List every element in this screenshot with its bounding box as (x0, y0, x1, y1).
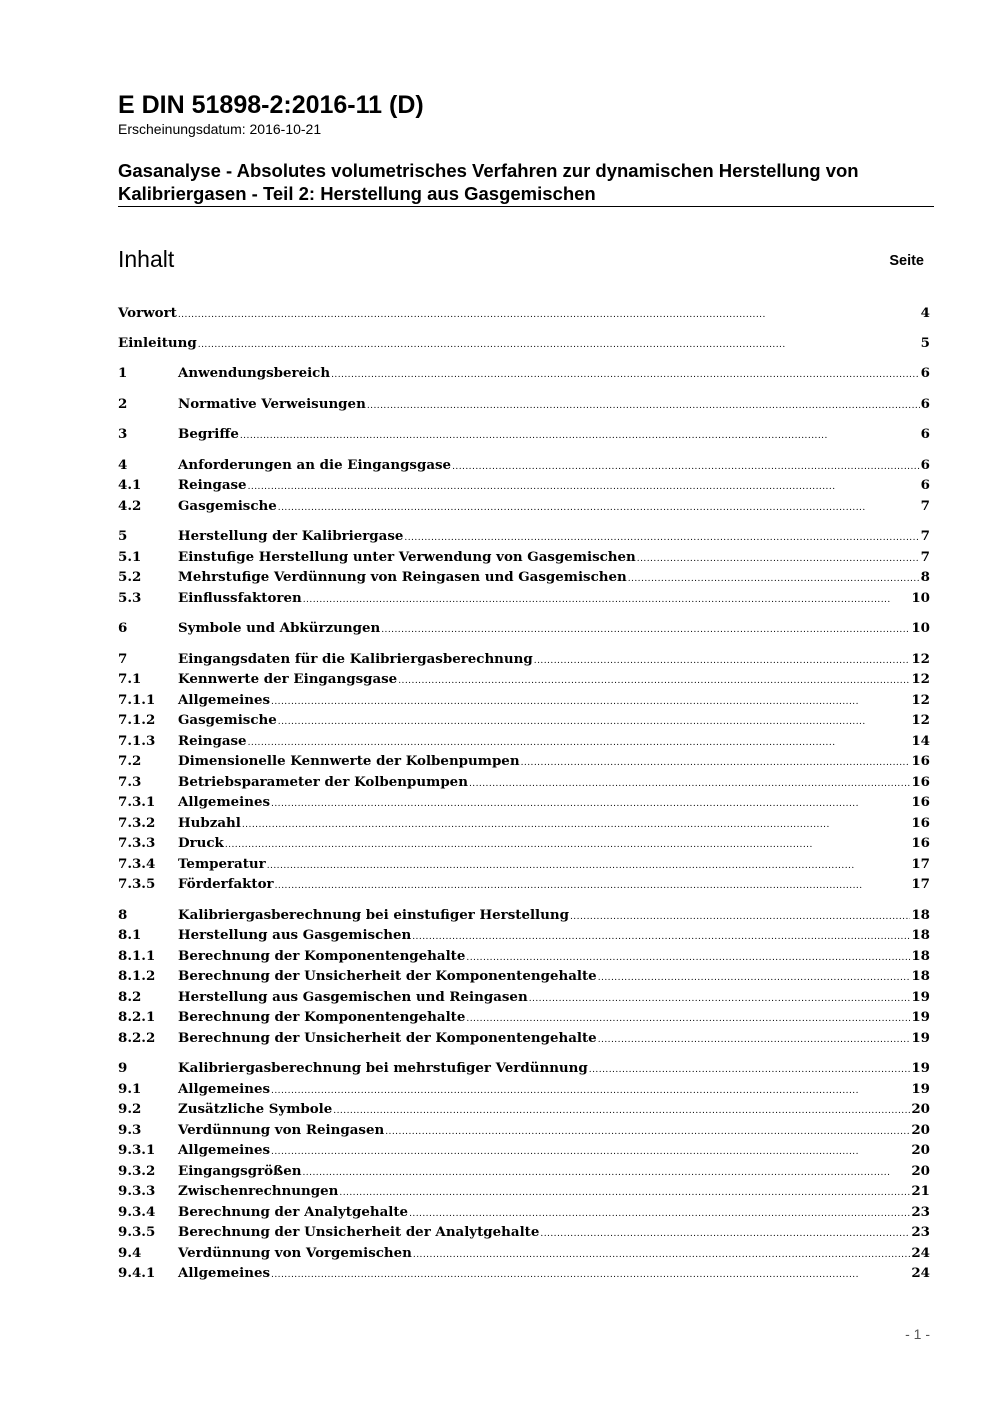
toc-entry-title: Kennwerte der Eingangsgase (178, 671, 398, 687)
toc-entry[interactable] (118, 1122, 930, 1143)
toc-dot-leader (589, 1065, 911, 1075)
toc-entry[interactable] (118, 671, 930, 692)
toc-entry-number: 7.3 (118, 774, 142, 790)
toc-entry[interactable] (118, 1142, 930, 1163)
toc-entry-title: Einflussfaktoren (178, 590, 302, 606)
toc-dot-leader (534, 656, 911, 666)
toc-entry-number: 7.1.1 (118, 692, 156, 708)
toc-dot-leader (637, 554, 920, 564)
toc-dot-leader (271, 697, 910, 707)
toc-entry[interactable] (118, 1183, 930, 1204)
toc-dot-leader (466, 1014, 910, 1024)
toc-entry-page: 19 (911, 1009, 930, 1025)
toc-entry-number: 1 (118, 365, 128, 381)
toc-entry-number: 2 (118, 396, 128, 412)
toc-entry[interactable] (118, 477, 930, 498)
toc-entry-title: Zwischenrechnungen (178, 1183, 339, 1199)
toc-entry[interactable] (118, 498, 930, 519)
toc-entry-number: 6 (118, 620, 128, 636)
toc-entry[interactable] (118, 590, 930, 611)
toc-entry-title: Herstellung der Kalibriergase (178, 528, 404, 544)
toc-dot-leader (278, 717, 911, 727)
toc-entry-title: Kalibriergasberechnung bei mehrstufiger Verdünnung (178, 1060, 588, 1076)
toc-dot-leader (385, 1127, 910, 1137)
toc-dot-leader (240, 431, 920, 441)
toc-entry-number: 9.2 (118, 1101, 142, 1117)
toc-entry-title: Gasgemische (178, 712, 277, 728)
toc-entry-page: 24 (911, 1265, 930, 1281)
toc-entry[interactable] (118, 927, 930, 948)
toc-entry-number: 5.3 (118, 590, 142, 606)
toc-entry-page: 16 (911, 794, 930, 810)
toc-entry[interactable] (118, 835, 930, 856)
toc-entry-number: 5.2 (118, 569, 142, 585)
toc-entry[interactable] (118, 1060, 930, 1081)
toc-entry-title: Begriffe (178, 426, 239, 442)
toc-entry-title: Herstellung aus Gasgemischen und Reingasen (178, 989, 528, 1005)
toc-entry-number: 7.3.1 (118, 794, 156, 810)
toc-dot-leader (198, 340, 920, 350)
toc-entry-number: 8.1.1 (118, 948, 156, 964)
toc-heading: Inhalt (118, 246, 175, 272)
toc-entry[interactable] (118, 549, 930, 570)
toc-entry-page: 18 (911, 907, 930, 923)
toc-dot-leader (271, 1270, 910, 1280)
toc-entry[interactable] (118, 1009, 930, 1030)
toc-entry-page: 18 (911, 948, 930, 964)
toc-entry-number: 9.3.1 (118, 1142, 156, 1158)
toc-entry-number: 8.2.1 (118, 1009, 156, 1025)
toc-entry-title: Einleitung (118, 335, 197, 351)
toc-dot-leader (271, 1086, 910, 1096)
toc-entry-number: 9.3.2 (118, 1163, 156, 1179)
toc-entry-page: 12 (911, 692, 930, 708)
toc-entry[interactable] (118, 620, 930, 641)
toc-entry[interactable] (118, 528, 930, 549)
toc-entry-page: 17 (911, 856, 930, 872)
toc-entry-page: 23 (911, 1224, 930, 1240)
toc-entry-title: Hubzahl (178, 815, 241, 831)
toc-entry-title: Normative Verweisungen (178, 396, 366, 412)
toc-entry-page: 21 (911, 1183, 930, 1199)
toc-entry-page: 12 (911, 651, 930, 667)
toc-entry-number: 5.1 (118, 549, 142, 565)
toc-entry[interactable] (118, 733, 930, 754)
toc-dot-leader (628, 574, 920, 584)
toc-entry-page: 19 (911, 1060, 930, 1076)
toc-entry-page: 6 (920, 477, 930, 493)
toc-entry-page: 19 (911, 989, 930, 1005)
toc-entry[interactable] (118, 1245, 930, 1266)
toc-entry[interactable] (118, 774, 930, 795)
toc-entry-page: 18 (911, 968, 930, 984)
toc-dot-leader (412, 932, 910, 942)
toc-entry-page: 16 (911, 835, 930, 851)
toc-entry[interactable] (118, 426, 930, 447)
toc-dot-leader (339, 1188, 910, 1198)
toc-entry-page: 16 (911, 774, 930, 790)
toc-entry-title: Berechnung der Unsicherheit der Komponentengehalte (178, 1030, 597, 1046)
toc-entry-number: 4.1 (118, 477, 142, 493)
toc-dot-leader (178, 310, 920, 320)
toc-entry[interactable] (118, 457, 930, 478)
toc-entry-number: 9 (118, 1060, 128, 1076)
toc-entry-number: 5 (118, 528, 128, 544)
toc-entry[interactable] (118, 1030, 930, 1051)
toc-entry[interactable] (118, 794, 930, 815)
toc-entry-page: 20 (911, 1163, 930, 1179)
toc-entry[interactable] (118, 1081, 930, 1102)
toc-entry-page: 10 (911, 590, 930, 606)
toc-entry-page: 5 (920, 335, 930, 351)
document-id: E DIN 51898-2:2016-11 (D) (118, 91, 424, 119)
toc-dot-leader (367, 401, 920, 411)
toc-entry[interactable] (118, 1265, 930, 1286)
toc-entry[interactable] (118, 712, 930, 733)
toc-dot-leader (398, 676, 910, 686)
toc-entry-page: 6 (920, 457, 930, 473)
toc-dot-leader (225, 840, 911, 850)
toc-dot-leader (598, 1035, 911, 1045)
title-divider (118, 206, 934, 207)
toc-entry[interactable] (118, 815, 930, 836)
toc-entry-number: 4.2 (118, 498, 142, 514)
toc-entry-page: 10 (911, 620, 930, 636)
toc-entry-title: Gasgemische (178, 498, 277, 514)
toc-entry-title: Berechnung der Analytgehalte (178, 1204, 409, 1220)
toc-entry-page: 7 (920, 498, 930, 514)
toc-entry[interactable] (118, 968, 930, 989)
toc-entry-title: Allgemeines (178, 1265, 271, 1281)
toc-entry-page: 20 (911, 1142, 930, 1158)
toc-entry-title: Mehrstufige Verdünnung von Reingasen und Gasgemischen (178, 569, 627, 585)
toc-entry-number: 3 (118, 426, 128, 442)
toc-dot-leader (275, 881, 911, 891)
toc-entry-page: 20 (911, 1101, 930, 1117)
document-title: Gasanalyse - Absolutes volumetrisches Verfahren zur dynamischen Herstellung von Kalibriergasen - Teil 2: Herstellung aus Gasgemischen (118, 160, 859, 204)
toc-entry-title: Betriebsparameter der Kolbenpumpen (178, 774, 468, 790)
toc-entry[interactable] (118, 948, 930, 969)
toc-dot-leader (452, 462, 920, 472)
toc-page-column-label: Seite (889, 253, 924, 269)
toc-entry-number: 8.1 (118, 927, 142, 943)
toc-entry-number: 7.1.2 (118, 712, 156, 728)
toc-entry-title: Allgemeines (178, 1142, 271, 1158)
toc-dot-leader (333, 1106, 910, 1116)
toc-dot-leader (271, 1147, 910, 1157)
toc-entry-page: 4 (920, 305, 930, 321)
toc-entry-title: Berechnung der Unsicherheit der Komponentengehalte (178, 968, 597, 984)
toc-entry-page: 23 (911, 1204, 930, 1220)
toc-entry-number: 7.1.3 (118, 733, 156, 749)
publication-date: Erscheinungsdatum: 2016-10-21 (118, 121, 322, 137)
toc-entry-number: 7.3.3 (118, 835, 156, 851)
toc-dot-leader (248, 482, 920, 492)
toc-entry-page: 6 (920, 426, 930, 442)
toc-dot-leader (278, 503, 920, 513)
toc-entry-page: 16 (911, 753, 930, 769)
toc-entry[interactable] (118, 651, 930, 672)
toc-entry-number: 9.3.5 (118, 1224, 156, 1240)
toc-entry[interactable] (118, 335, 930, 356)
toc-dot-leader (331, 370, 920, 380)
toc-entry-number: 7.3.2 (118, 815, 156, 831)
toc-entry-number: 8.2.2 (118, 1030, 156, 1046)
toc-dot-leader (267, 861, 911, 871)
toc-entry-title: Allgemeines (178, 692, 271, 708)
toc-entry-title: Berechnung der Komponentengehalte (178, 948, 466, 964)
toc-dot-leader (248, 738, 911, 748)
toc-entry-number: 9.4.1 (118, 1265, 156, 1281)
toc-entry[interactable] (118, 856, 930, 877)
toc-entry[interactable] (118, 753, 930, 774)
toc-entry[interactable] (118, 1224, 930, 1245)
toc-entry[interactable] (118, 989, 930, 1010)
toc-entry[interactable] (118, 1163, 930, 1184)
toc-entry-page: 12 (911, 712, 930, 728)
toc-entry-page: 18 (911, 927, 930, 943)
toc-entry-page: 16 (911, 815, 930, 831)
toc-entry-number: 9.4 (118, 1245, 142, 1261)
toc-entry-title: Reingase (178, 733, 247, 749)
toc-dot-leader (529, 994, 911, 1004)
toc-entry-title: Förderfaktor (178, 876, 274, 892)
toc-dot-leader (302, 1168, 910, 1178)
toc-entry-title: Anforderungen an die Eingangsgase (178, 457, 452, 473)
toc-entry-number: 8.2 (118, 989, 142, 1005)
toc-entry-title: Kalibriergasberechnung bei einstufiger Herstellung (178, 907, 569, 923)
toc-entry-number: 9.3.4 (118, 1204, 156, 1220)
toc-entry-page: 14 (911, 733, 930, 749)
toc-entry-page: 20 (911, 1122, 930, 1138)
toc-entry-title: Allgemeines (178, 1081, 271, 1097)
toc-entry-title: Anwendungsbereich (178, 365, 331, 381)
toc-dot-leader (598, 973, 911, 983)
toc-entry-number: 9.3.3 (118, 1183, 156, 1199)
toc-dot-leader (521, 758, 911, 768)
toc-entry-number: 9.1 (118, 1081, 142, 1097)
toc-entry-number: 8.1.2 (118, 968, 156, 984)
toc-dot-leader (404, 533, 919, 543)
toc-entry[interactable] (118, 907, 930, 928)
toc-dot-leader (413, 1250, 910, 1260)
toc-entry-number: 7 (118, 651, 128, 667)
toc-entry-title: Eingangsgrößen (178, 1163, 302, 1179)
toc-entry-page: 8 (920, 569, 930, 585)
toc-entry-number: 4 (118, 457, 128, 473)
toc-entry-title: Reingase (178, 477, 247, 493)
toc-dot-leader (271, 799, 910, 809)
toc-entry[interactable] (118, 692, 930, 713)
toc-entry[interactable] (118, 569, 930, 590)
toc-entry-page: 19 (911, 1081, 930, 1097)
toc-entry[interactable] (118, 305, 930, 326)
toc-entry[interactable] (118, 396, 930, 417)
toc-entry[interactable] (118, 365, 930, 386)
toc-dot-leader (540, 1229, 910, 1239)
toc-entry-title: Dimensionelle Kennwerte der Kolbenpumpen (178, 753, 520, 769)
toc-entry[interactable] (118, 876, 930, 897)
toc-entry-title: Vorwort (118, 305, 177, 321)
toc-entry-page: 6 (920, 365, 930, 381)
toc-entry-number: 7.3.4 (118, 856, 156, 872)
toc-entry-title: Zusätzliche Symbole (178, 1101, 333, 1117)
toc-entry-number: 8 (118, 907, 128, 923)
toc-entry-title: Symbole und Abkürzungen (178, 620, 381, 636)
toc-entry-page: 12 (911, 671, 930, 687)
toc-entry-title: Herstellung aus Gasgemischen (178, 927, 412, 943)
toc-entry-title: Berechnung der Komponentengehalte (178, 1009, 466, 1025)
toc-entry-page: 17 (911, 876, 930, 892)
toc-entry-title: Verdünnung von Vorgemischen (178, 1245, 412, 1261)
toc-entry-number: 7.2 (118, 753, 142, 769)
toc-entry-number: 7.3.5 (118, 876, 156, 892)
toc-entry-page: 7 (920, 549, 930, 565)
toc-entry[interactable] (118, 1101, 930, 1122)
toc-entry-title: Eingangsdaten für die Kalibriergasberechnung (178, 651, 533, 667)
toc-dot-leader (469, 779, 910, 789)
toc-dot-leader (409, 1209, 910, 1219)
toc-entry-number: 9.3 (118, 1122, 142, 1138)
toc-entry-page: 24 (911, 1245, 930, 1261)
toc-entry-title: Allgemeines (178, 794, 271, 810)
toc-entry-page: 19 (911, 1030, 930, 1046)
page-number: - 1 - (905, 1326, 930, 1342)
toc-entry-page: 6 (920, 396, 930, 412)
toc-entry-title: Temperatur (178, 856, 266, 872)
toc-dot-leader (570, 912, 910, 922)
toc-entry-number: 7.1 (118, 671, 142, 687)
toc-entry-title: Druck (178, 835, 224, 851)
toc-entry-title: Berechnung der Unsicherheit der Analytgehalte (178, 1224, 540, 1240)
toc-dot-leader (381, 625, 910, 635)
toc-entry-page: 7 (920, 528, 930, 544)
toc-dot-leader (303, 595, 911, 605)
toc-dot-leader (242, 820, 911, 830)
toc-entry[interactable] (118, 1204, 930, 1225)
toc-dot-leader (466, 953, 910, 963)
toc-entry-title: Verdünnung von Reingasen (178, 1122, 385, 1138)
toc-entry-title: Einstufige Herstellung unter Verwendung von Gasgemischen (178, 549, 636, 565)
